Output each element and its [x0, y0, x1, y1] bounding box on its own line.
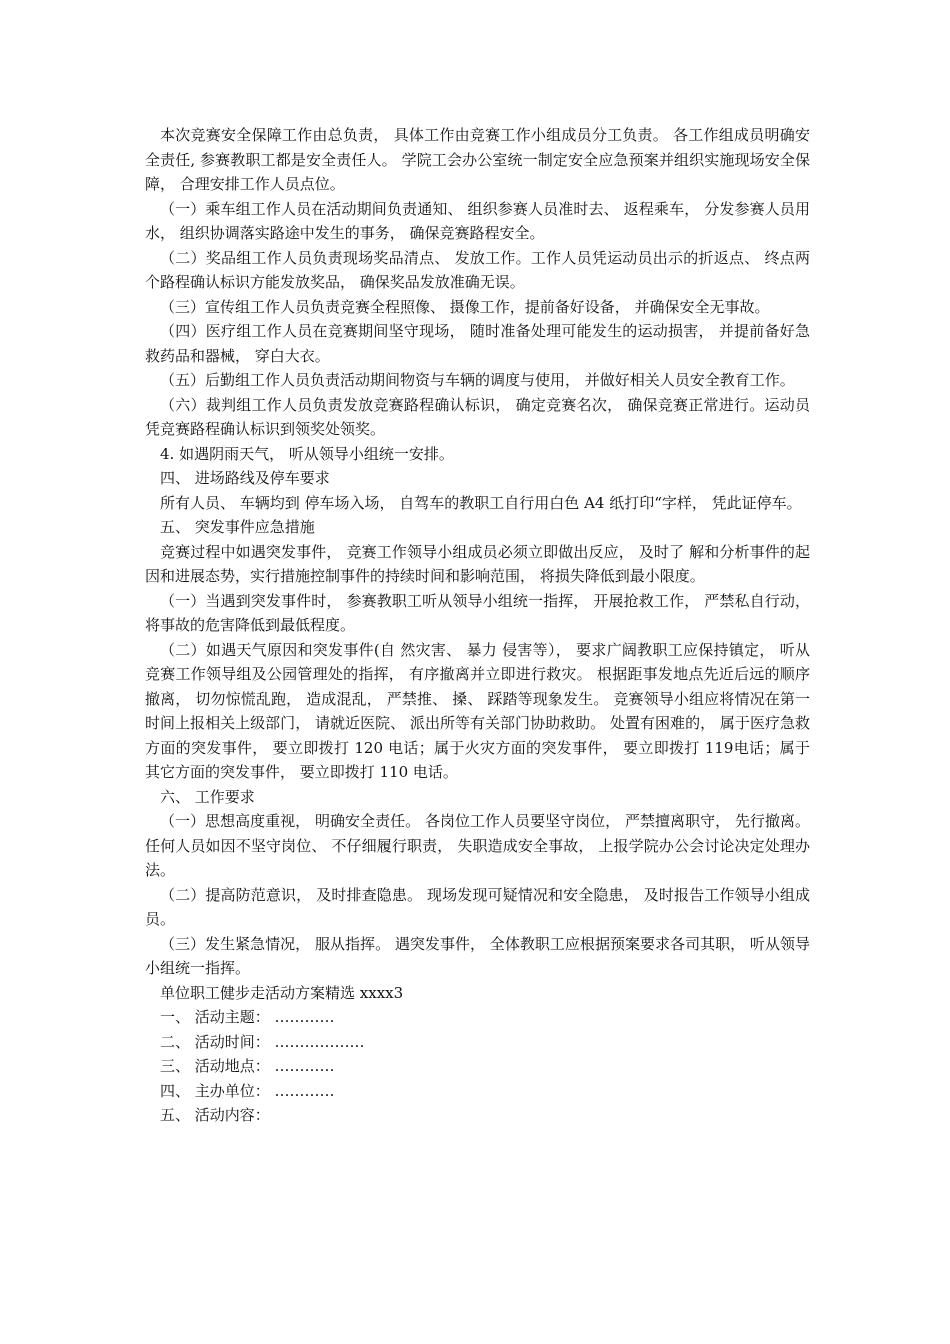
- list-item-organizer: 四、 主办单位： …………: [160, 1081, 335, 1100]
- paragraph-requirement-2: （二）提高防范意识， 及时排查隐患。 现场发现可疑情况和安全隐患， 及时报告工作领导小组成员。: [145, 885, 810, 928]
- list-item-activity-content: 五、 活动内容：: [160, 1106, 270, 1124]
- paragraph-referee-group: （六）裁判组工作人员负责发放竞赛路程确认标识， 确定竞赛名次， 确保竞赛正常进行。运动员凭竞赛路程确认标识到领奖处领奖。: [145, 395, 810, 438]
- paragraph-emergency-1: （一）当遇到突发事件时， 参赛教职工听从领导小组统一指挥， 开展抢救工作， 严禁私自行动， 将事故的危害降低到最低程度。: [145, 591, 810, 634]
- paragraph-medical-group: （四）医疗组工作人员在竞赛期间坚守现场， 随时准备处理可能发生的运动损害， 并提前备好急救药品和器械， 穿白大衣。: [145, 322, 810, 365]
- list-item-activity-time: 二、 活动时间： ………………: [160, 1032, 365, 1051]
- paragraph-emergency-2: （二）如遇天气原因和突发事件(自 然灾害、 暴力 侵害等）， 要求广阔教职工应保持镇定， 听从竞赛工作领导组及公园管理处的指挥， 有序撤离并立即进行救灾。 根据距事发地点先近后远的顺序撤离， 切勿惊慌乱跑， 造成混乱， 严禁推、 搡、 踩踏等现象发生。 竞赛领导小组应将情况在第一时间上报相关上级部门， 请就近医院、 派出所等有关部门协助救助。 处置有困难的， 属于医疗急救方面的突发事件， 要立即拨打 120 电话；属于火灾方面的突发事件， 要立即拨打 119电话；属于其它方面的突发事件， 要立即拨打 110 电话。: [145, 640, 810, 781]
- document-subtitle: 单位职工健步走活动方案精选 xxxx3: [160, 983, 404, 1002]
- paragraph-parking: 所有人员、 车辆均到 停车场入场， 自驾车的教职工自行用白色 A4 纸打印“字样， 凭此证停车。: [160, 493, 802, 512]
- paragraph-publicity-group: （三）宣传组工作人员负责竞赛全程照像、 摄像工作，提前备好设备， 并确保安全无事故。: [160, 297, 770, 316]
- paragraph-requirement-1: （一）思想高度重视， 明确安全责任。 各岗位工作人员要坚守岗位， 严禁擅离职守， 先行撤离。 任何人员如因不坚守岗位、 不仔细履行职责， 失职造成安全事故， 上报学院办公会讨论决定处理办法。: [145, 812, 810, 879]
- section-heading-work-requirements: 六、 工作要求: [160, 787, 255, 806]
- paragraph-bus-group: （一）乘车组工作人员在活动期间负责通知、 组织参赛人员准时去、 返程乘车， 分发参赛人员用水， 组织协调落实路途中发生的事务， 确保竞赛路程安全。: [145, 199, 810, 242]
- paragraph-safety-responsibility: 本次竞赛安全保障工作由总负责， 具体工作由竞赛工作小组成员分工负责。 各工作组成员明确安全责任, 参赛教职工都是安全责任人。 学院工会办公室统一制定安全应急预案并组织实施现场安全保障， 合理安排工作人员点位。: [145, 126, 810, 193]
- paragraph-emergency-intro: 竞赛过程中如遇突发事件， 竞赛工作领导小组成员必须立即做出反应， 及时了 解和分析事件的起因和进展态势，实行措施控制事件的持续时间和影响范围， 将损失降低到最小限度。: [145, 542, 810, 585]
- paragraph-prize-group: （二）奖品组工作人员负责现场奖品清点、 发放工作。工作人员凭运动员出示的折返点、 终点两个路程确认标识方能发放奖品， 确保奖品发放准确无误。: [145, 248, 810, 291]
- section-heading-emergency: 五、 突发事件应急措施: [160, 518, 315, 536]
- list-item-activity-theme: 一、 活动主题： …………: [160, 1008, 335, 1026]
- document-body: [145, 123, 810, 1128]
- paragraph-requirement-3: （三）发生紧急情况， 服从指挥。 遇突发事件， 全体教职工应根据预案要求各司其职， 听从领导小组统一指挥。: [145, 934, 810, 977]
- paragraph-rain-weather: 4. 如遇阴雨天气， 听从领导小组统一安排。: [160, 444, 454, 463]
- paragraph-logistics-group: （五）后勤组工作人员负责活动期间物资与车辆的调度与使用， 并做好相关人员安全教育工作。: [160, 371, 795, 389]
- list-item-activity-location: 三、 活动地点： …………: [160, 1057, 335, 1075]
- section-heading-parking: 四、 进场路线及停车要求: [160, 469, 330, 487]
